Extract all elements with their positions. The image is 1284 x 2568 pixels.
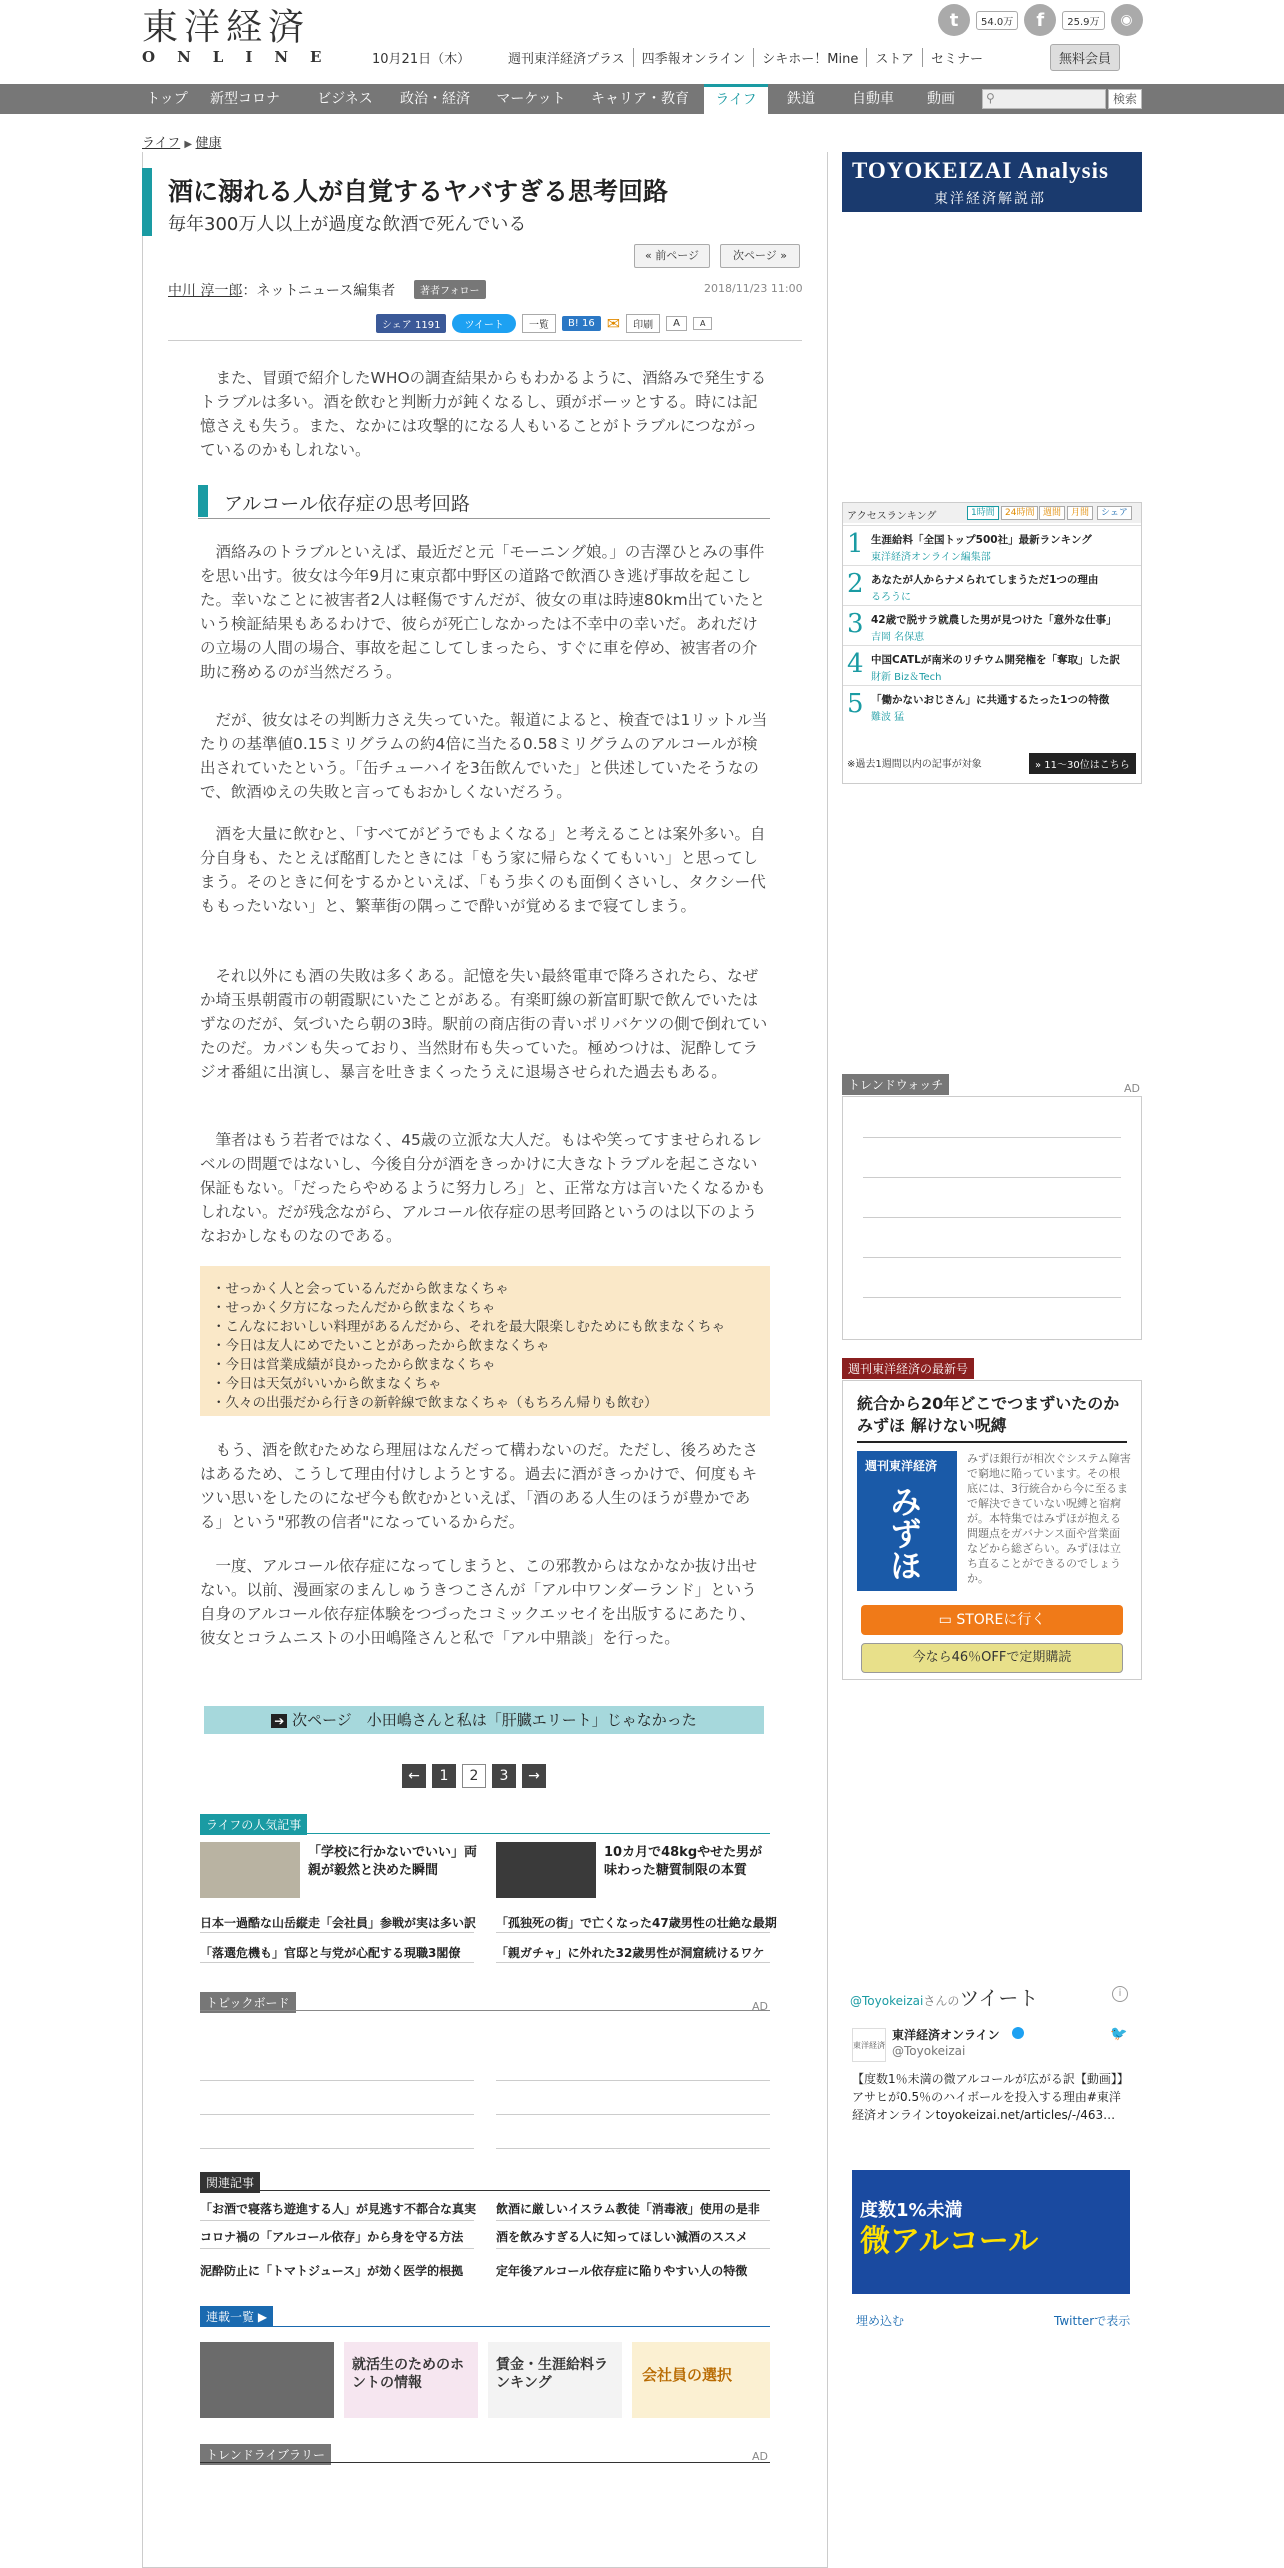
section-heading-text: アルコール依存症の思考回路 <box>224 493 470 515</box>
tweet-image[interactable] <box>852 2170 1130 2294</box>
author-role: ：ネットニュース編集者 <box>242 283 396 299</box>
info-icon[interactable]: i <box>1112 1986 1128 2002</box>
article-paragraph: 筆者はもう若者ではなく、45歳の立派な大人だ。もはや笑ってすませられるレベルの問題ではないし、今後自分が酒をきっかけに大きなトラブルを起こさない保証もない。「だったらやめるように努力しろ」と、正常な方は言いたくなるかもしれない。だが残念ながら、アルコール依存症の思考回路というのは以下のようなおかしなものなのである。 <box>200 1131 766 1245</box>
ranking-title: あなたが人からナメられてしまうただ1つの理由 <box>871 574 1099 586</box>
ranking-number: 3 <box>847 609 864 639</box>
ranking-item[interactable] <box>843 685 1141 725</box>
related-label: 関連記事 <box>200 2172 260 2193</box>
weekly-magazine <box>842 1380 1142 1680</box>
weekly-description: みずほ銀行が相次ぐシステム障害で窮地に陥っています。その根底には、3行統合から今に至るまで解決できていない呪縛と宿痾が。本特集ではみずほが抱える問題点をガバナンス面や営業面などから総ざらい。みずほは立ち直ることができるのでしょうか。 <box>967 1452 1131 1585</box>
nav-item-railway[interactable]: 鉄道 <box>787 91 815 107</box>
nav-item-auto[interactable]: 自動車 <box>852 91 894 107</box>
serial-banner-text: 賃金・生涯給料ランキング <box>496 2357 608 2391</box>
related-link[interactable]: 泥酔防止に「トマトジュース」が効く医学的根拠 <box>200 2264 464 2278</box>
facebook-icon[interactable]: f <box>1024 4 1056 36</box>
next-page-text: 次ページ 小田嶋さんと私は「肝臓エリート」じゃなかった <box>292 1711 697 1729</box>
divider <box>200 2462 770 2463</box>
article-thumbnail[interactable] <box>496 1842 596 1898</box>
ranking-source: 財新 Biz＆Tech <box>871 672 942 683</box>
facebook-share-button[interactable]: シェア 1191 <box>376 314 446 333</box>
nav-item-video[interactable]: 動画 <box>927 91 955 107</box>
divider <box>200 1833 770 1834</box>
magazine-cover[interactable] <box>857 1451 957 1591</box>
prev-page-button[interactable]: « 前ページ <box>634 244 710 268</box>
serial-banner[interactable] <box>344 2342 478 2418</box>
list-button[interactable]: 一覧 <box>522 314 556 333</box>
header-link[interactable]: 週刊東洋経済プラス <box>500 48 634 67</box>
related-link[interactable]: 酒を飲みすぎる人に知ってほしい減酒のススメ <box>496 2230 749 2244</box>
weekly-label: 週刊東洋経済の最新号 <box>842 1358 974 1379</box>
section-heading <box>198 485 770 519</box>
ranking-item[interactable] <box>843 645 1141 685</box>
nav-item-life[interactable]: ライフ <box>704 84 768 114</box>
hatena-bookmark-button[interactable]: B! 16 <box>562 316 601 331</box>
nav-item-corona[interactable]: 新型コロナ <box>210 91 280 107</box>
related-link[interactable]: 飲酒に厳しいイスラム教徒「消毒液」使用の是非 <box>496 2202 760 2216</box>
arrow-right-icon: ➔ <box>271 1714 287 1728</box>
ranking-source: 東洋経済オンライン編集部 <box>871 552 991 563</box>
ranking-header <box>843 503 1141 523</box>
ranking-title: 42歳で脱サラ就農した男が見つけた「意外な仕事」 <box>871 614 1117 626</box>
twitter-bird-icon: 🐦 <box>1110 2026 1128 2042</box>
ranking-title: 「働かないおじさん」に共通するたった1つの特徴 <box>871 694 1110 706</box>
twitter-timeline <box>842 1972 1142 2332</box>
header-date: 10月21日（木） <box>372 52 471 67</box>
timeline-header <box>850 1982 1038 2011</box>
popular-link[interactable]: 日本一過酷な山岳縦走「会社員」参戦が実は多い訳 <box>200 1916 477 1930</box>
ranking-number: 1 <box>847 529 864 559</box>
tweet-image-text: 度数1%未満 <box>860 2200 963 2221</box>
search-input[interactable] <box>982 89 1106 109</box>
book-icon: ▭ <box>938 1612 957 1628</box>
serial-label[interactable]: 連載一覧 ▶ <box>200 2306 273 2327</box>
divider <box>863 1177 1121 1178</box>
weekly-title[interactable]: 統合から20年どこでつまずいたのか みずほ 解けない呪縛 <box>857 1393 1127 1443</box>
ranking-footnote: ※過去1週間以内の記事が対象 <box>847 759 982 770</box>
serial-banner-text: 就活生のためのホントの情報 <box>352 2357 464 2391</box>
ranking-tab[interactable]: 週間 <box>1039 506 1065 520</box>
divider <box>200 1932 474 1933</box>
view-on-twitter-link[interactable]: Twitterで表示 <box>1054 2314 1131 2328</box>
divider <box>200 1962 474 1963</box>
quote-line: ・今日は天気がいいから飲まなくちゃ <box>212 1376 442 1392</box>
related-link[interactable]: 定年後アルコール依存症に陥りやすい人の特徴 <box>496 2264 748 2278</box>
ranking-tab[interactable]: 24時間 <box>1001 506 1038 520</box>
serial-banner[interactable] <box>632 2342 770 2418</box>
article-paragraph: 酒絡みのトラブルといえば、最近だと元「モーニング娘。」の吉澤ひとみの事件を思い出す。彼女は今年9月に東京都中野区の道路で飲酒ひき逃げ事故を起こした。幸いなことに被害者2人は軽傷ですんだが、彼女の車は時速80km出ていたという検証結果もあるわけで、彼らが死亡しなかったは不幸中の幸いだ。あれだけの立場の人間の場合、事故を起こしてしまったら、すぐに車を停め、被害者の介助に務めるのが当然だろう。 <box>200 543 766 681</box>
quote-line: ・久々の出張だから行きの新幹線で飲まなくちゃ（もちろん帰りも飲む） <box>212 1395 658 1411</box>
analysis-title: TOYOKEIZAI Analysis <box>852 158 1109 183</box>
logo-en: ONLINE <box>142 48 344 66</box>
serial-banner[interactable] <box>200 2342 334 2418</box>
analysis-banner[interactable] <box>842 152 1142 212</box>
article-title: 酒に溺れる人が自覚するヤバすぎる思考回路 <box>168 177 669 206</box>
ranking-number: 2 <box>847 569 864 599</box>
divider <box>863 1217 1121 1218</box>
serial-banner-text: 会社員の選択 <box>642 2366 733 2384</box>
access-ranking <box>842 502 1142 784</box>
ranking-label: アクセスランキング <box>847 511 937 522</box>
breadcrumb <box>142 132 222 151</box>
nav-item-market[interactable]: マーケット <box>496 91 566 107</box>
author-name[interactable]: 中川 淳一郎 <box>168 283 243 299</box>
header-link[interactable]: 四季報オンライン <box>634 48 755 67</box>
ad-label: AD <box>1124 1082 1140 1095</box>
ranking-tab[interactable]: 月間 <box>1067 506 1093 520</box>
twitter-icon[interactable]: t <box>938 4 970 36</box>
divider <box>200 2010 770 2011</box>
tweet-author-handle[interactable]: @Toyokeizai <box>892 2044 966 2058</box>
breadcrumb-health[interactable]: 健康 <box>195 136 222 151</box>
divider <box>496 2220 770 2221</box>
divider <box>496 2114 770 2115</box>
facebook-count: 25.9万 <box>1062 11 1104 30</box>
divider <box>863 1257 1121 1258</box>
store-button-label: STOREに行く <box>956 1612 1046 1628</box>
site-logo[interactable] <box>142 7 344 70</box>
divider <box>168 340 802 341</box>
analysis-subtitle: 東洋経済解説部 <box>934 191 1046 207</box>
subscribe-button[interactable]: 今なら46％OFFで定期購読 <box>861 1643 1123 1673</box>
rss-icon[interactable]: ◉ <box>1111 4 1143 36</box>
embed-link[interactable]: 埋め込む <box>856 2314 905 2328</box>
share-bar <box>376 314 712 333</box>
timeline-suffix: さんの <box>923 1994 960 2008</box>
header-link[interactable]: シキホー！Mine <box>754 48 867 67</box>
tweet-button[interactable]: ツイート <box>452 314 516 333</box>
member-button[interactable]: 無料会員 <box>1050 44 1120 71</box>
divider <box>496 1962 770 1963</box>
popular-link[interactable]: 10カ月で48kgやせた男が味わった糖質制限の本質 <box>604 1845 763 1878</box>
quote-line: ・今日は営業成績が良かったから飲まなくちゃ <box>212 1357 496 1373</box>
ranking-tab[interactable]: 1時間 <box>967 506 999 520</box>
ranking-title: 生涯給料「全国トップ500社」最新ランキング <box>871 534 1092 546</box>
ranking-source: るろうに <box>871 592 911 603</box>
quote-line: ・今日は友人にめでたいことがあったから飲まなくちゃ <box>212 1338 550 1354</box>
nav-item-politics[interactable]: 政治・経済 <box>400 91 470 107</box>
ranking-item[interactable] <box>843 565 1141 605</box>
font-size-up-icon[interactable]: A <box>666 316 687 331</box>
store-button[interactable] <box>861 1605 1123 1635</box>
popular-link[interactable]: 「親ガチャ」に外れた32歳男性が洞窟続けるワケ <box>496 1946 765 1960</box>
quote-line: ・せっかく人と会っているんだから飲まなくちゃ <box>212 1281 509 1297</box>
ranking-source: 吉岡 名保恵 <box>871 632 925 643</box>
ranking-more-link[interactable]: » 11～30位はこちら <box>1029 753 1136 774</box>
topic-board-label: トピックボード <box>200 1992 296 2013</box>
timeline-title: ツイート <box>959 1986 1039 2010</box>
ad-label: AD <box>752 2450 768 2463</box>
popular-link[interactable]: 「落選危機も」官邸と与党が心配する現職3閣僚 <box>200 1946 461 1960</box>
pager-prev-icon[interactable]: ← <box>402 1764 426 1788</box>
divider <box>863 1137 1121 1138</box>
article-subtitle: 毎年300万人以上が過度な飲酒で死んでいる <box>168 214 527 235</box>
divider <box>200 2114 474 2115</box>
serial-banner[interactable] <box>488 2342 622 2418</box>
header-links <box>500 48 991 67</box>
nav-item-business[interactable]: ビジネス <box>317 91 373 107</box>
ranking-item[interactable] <box>843 525 1141 565</box>
author-line <box>168 280 395 300</box>
cover-head: 週刊東洋経済 <box>865 1459 938 1473</box>
divider <box>200 2248 474 2249</box>
divider <box>496 2248 770 2249</box>
divider <box>200 2326 770 2327</box>
related-link[interactable]: 「お酒で寝落ち遊進する人」が見逃す不都合な真実 <box>200 2202 477 2216</box>
divider <box>200 2220 474 2221</box>
heading-accent <box>198 485 208 517</box>
divider <box>200 2190 770 2191</box>
ranking-title: 中国CATLが南米のリチウム開発権を「奪取」した訳 <box>871 654 1121 666</box>
main-nav <box>0 84 1284 114</box>
divider <box>863 1297 1121 1298</box>
pagination <box>402 1764 546 1788</box>
pager-page[interactable]: 1 <box>432 1764 456 1788</box>
logo-jp: 東洋経済 <box>142 7 311 48</box>
popular-link[interactable]: 「孤独死の街」で亡くなった47歳男性の壮絶な最期 <box>496 1916 777 1930</box>
divider <box>496 1932 770 1933</box>
follow-author-button[interactable]: 著者フォロー <box>414 280 486 299</box>
site-header <box>0 0 1284 84</box>
publish-date: 2018/11/23 11:00 <box>704 282 803 295</box>
article-paragraph: 酒を大量に飲むと、「すべてがどうでもよくなる」と考えることは案外多い。自分自身も、たとえば酩酊したときには「もう家に帰らなくてもいい」と思ってしまう。そのときに何をするかといえば、「もう歩くのも面倒くさいし、タクシー代ももったいない」と、繁華街の隅っこで酔いが覚めるまで寝てしまう。 <box>200 825 766 915</box>
header-link[interactable]: セミナー <box>930 52 983 67</box>
next-page-link[interactable] <box>204 1706 764 1734</box>
breadcrumb-life[interactable]: ライフ <box>142 136 181 151</box>
ranking-source: 難波 猛 <box>871 712 905 723</box>
header-link[interactable]: ストア <box>867 48 923 67</box>
popular-link[interactable]: 「学校に行かないでいい」両親が毅然と決めた瞬間 <box>308 1845 478 1878</box>
pager-page[interactable]: 3 <box>492 1764 516 1788</box>
article-paragraph: それ以外にも酒の失敗は多くある。記憶を失い最終電車で降ろされたら、なぜか埼玉県朝霞市の朝霞駅にいたことがある。有楽町線の新富町駅で飲んでいたはずなのだが、気づいたら朝の3時。駅前の商店街の青いポリバケツの側で倒れていたのだ。カバンも失っており、当然財布も失っていた。極めつけは、泥酔してラジオ番組に出演し、暴言を吐きまくったうえに退場させられた過去もある。 <box>200 967 768 1081</box>
pager-page-current: 2 <box>462 1764 486 1788</box>
ranking-number: 5 <box>847 689 864 719</box>
search-icon: ⚲ <box>986 91 995 105</box>
cover-title: みずほ <box>885 1485 923 1581</box>
print-button[interactable]: 印刷 <box>626 314 660 333</box>
divider <box>496 2080 770 2081</box>
article-paragraph: また、冒頭で紹介したWHOの調査結果からもわかるように、酒絡みで発生するトラブルは多い。酒を飲むと判断力が鈍くなるし、頭がボーッとする。時には記憶さえも失う。また、なかには攻撃的になる人もいることがトラブルにつながっているのかもしれない。 <box>200 369 767 459</box>
article-paragraph: 一度、アルコール依存症になってしまうと、この邪教からはなかなか抜け出せない。以前、漫画家のまんしゅうきつこさんが「アル中ワンダーランド」という自身のアルコール依存症体験をつづったコミックエッセイを出版するにあたり、彼女とコラムニストの小田嶋隆さんと私で「アル中鼎談」を行った。 <box>200 1557 758 1647</box>
twitter-count: 54.0万 <box>976 11 1018 30</box>
search-button[interactable]: 検索 <box>1108 89 1142 109</box>
tweet-image-title: 微アルコール <box>860 2224 1039 2259</box>
divider <box>200 2080 474 2081</box>
serial-label-text: 連載一覧 <box>206 2310 255 2324</box>
next-page-button[interactable]: 次ページ » <box>720 244 800 268</box>
trend-watch-label: トレンドウォッチ <box>842 1074 949 1095</box>
social-links <box>938 4 1143 36</box>
quote-line: ・こんなにおいしい料理があるんだから、それを最大限楽しむためにも飲まなくちゃ <box>212 1319 725 1335</box>
pager-next-icon[interactable]: → <box>522 1764 546 1788</box>
popular-label: ライフの人気記事 <box>200 1814 307 1835</box>
trend-watch-box <box>842 1096 1142 1340</box>
ranking-item[interactable] <box>843 605 1141 645</box>
font-size-down-icon[interactable]: A <box>693 317 712 330</box>
divider <box>200 2148 474 2149</box>
ranking-tab[interactable]: シェア <box>1097 506 1132 520</box>
timeline-handle[interactable]: @Toyokeizai <box>850 1994 924 2008</box>
divider <box>496 2148 770 2149</box>
title-accent <box>142 168 152 236</box>
nav-item-top[interactable]: トップ <box>146 91 188 107</box>
nav-item-career[interactable]: キャリア・教育 <box>591 91 689 107</box>
ranking-number: 4 <box>847 649 864 679</box>
tweet-author-name[interactable]: 東洋経済オンライン <box>892 2028 1000 2042</box>
quote-box <box>200 1266 770 1416</box>
ad-label: AD <box>752 2000 768 2013</box>
breadcrumb-arrow-icon: ▶ <box>184 139 196 150</box>
related-link[interactable]: コロナ禍の「アルコール依存」から身を守る方法 <box>200 2230 464 2244</box>
avatar[interactable]: 東洋経済 <box>852 2028 886 2062</box>
quote-line: ・せっかく夕方になったんだから飲まなくちゃ <box>212 1300 496 1316</box>
article-paragraph: だが、彼女はその判断力さえ失っていた。報道によると、検査では1リットル当たりの基準値0.15ミリグラムの約4倍に当たる0.58ミリグラムのアルコールが検出されていたという。「缶チューハイを3缶飲んでいた」と供述していたそうなので、飲酒ゆえの失敗と言ってもおかしくないだろう。 <box>200 711 768 801</box>
article-thumbnail[interactable] <box>200 1842 300 1898</box>
verified-icon <box>1012 2027 1024 2039</box>
article-paragraph: もう、酒を飲むためなら理屈はなんだって構わないのだ。ただし、後ろめたさはあるため、こうして理由付けしようとする。過去に酒がきっかけで、何度もキツい思いをしたのになぜ今も飲むかといえば、「酒のある人生のほうが豊かである」という"邪教の信者"になっているからだ。 <box>200 1441 759 1531</box>
mail-icon[interactable]: ✉ <box>606 314 621 333</box>
trend-library-label: トレンドライブラリー <box>200 2444 331 2465</box>
tweet-body: 【度数1％未満の微アルコールが広がる訳【動画】】アサヒが0.5％のハイボールを投入する理由#東洋経済オンラインtoyokeizai.net/articles/-/463… <box>852 2072 1129 2122</box>
